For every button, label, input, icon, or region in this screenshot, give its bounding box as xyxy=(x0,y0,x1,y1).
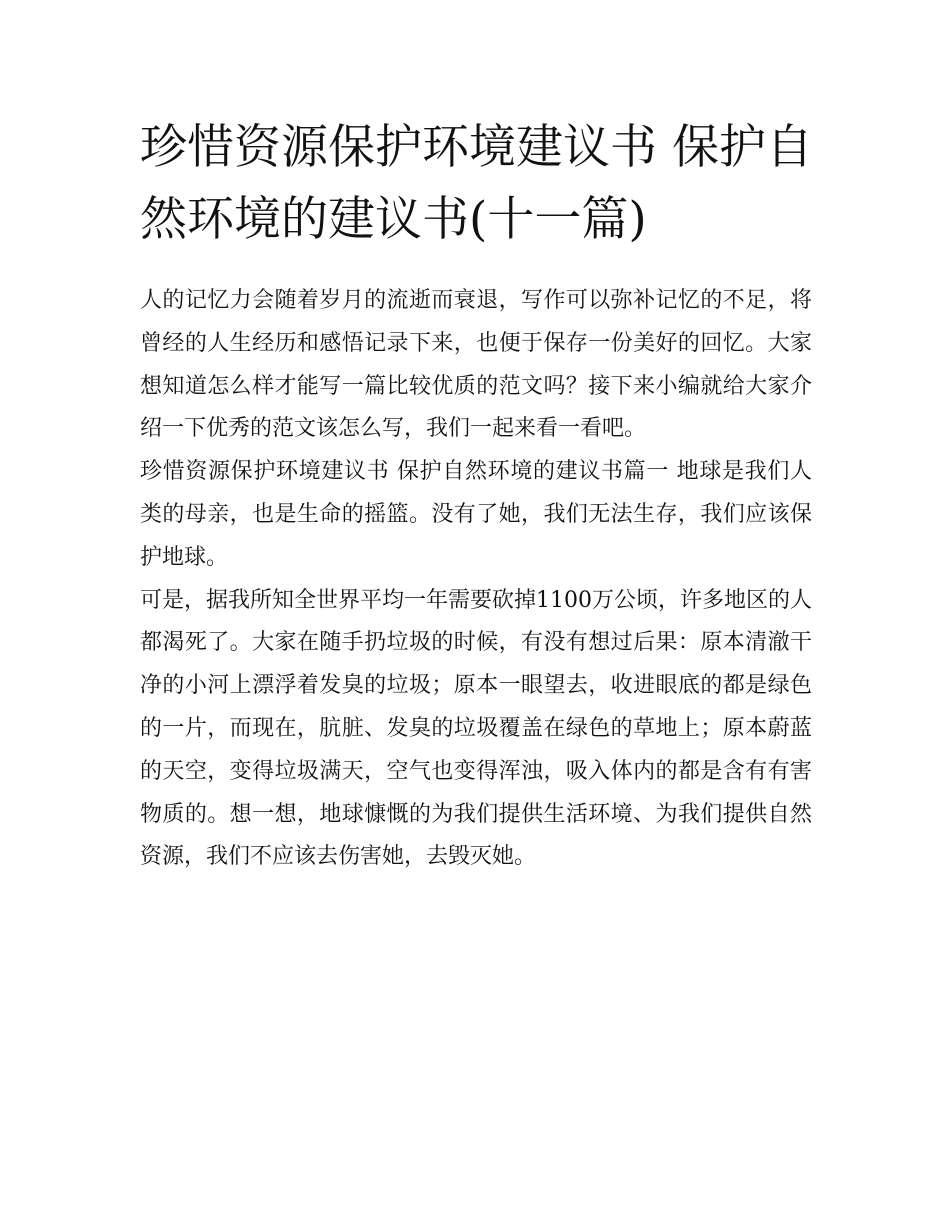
paragraph-environment: 可是，据我所知全世界平均一年需要砍掉1100万公顷，许多地区的人都渴死了。大家在随手扔垃圾的时候，有没有想过后果：原本清澈干净的小河上漂浮着发臭的垃圾；原本一眼望去，收进眼底的都是绿色的一片，而现在，肮脏、发臭的垃圾覆盖在绿色的草地上；原本蔚蓝的天空，变得垃圾满天，空气也变得浑浊，吸入体内的都是含有有害物质的。想一想，地球慷慨的为我们提供生活环境、为我们提供自然资源，我们不应该去伤害她，去毁灭她。 xyxy=(140,587,812,870)
paragraph-intro: 人的记忆力会随着岁月的流逝而衰退，写作可以弥补记忆的不足，将曾经的人生经历和感悟记录下来，也便于保存一份美好的回忆。大家想知道怎么样才能写一篇比较优质的范文吗？接下来小编就给大家介绍一下优秀的范文该怎么写，我们一起来看一看吧。 xyxy=(140,288,812,442)
paragraph-section-one: 珍惜资源保护环境建议书 保护自然环境的建议书篇一 地球是我们人类的母亲，也是生命的摇篮。没有了她，我们无法生存，我们应该保护地球。 xyxy=(140,459,812,570)
document-body xyxy=(140,280,812,879)
document-title: 珍惜资源保护环境建议书 保护自然环境的建议书(十一篇) xyxy=(140,120,813,247)
